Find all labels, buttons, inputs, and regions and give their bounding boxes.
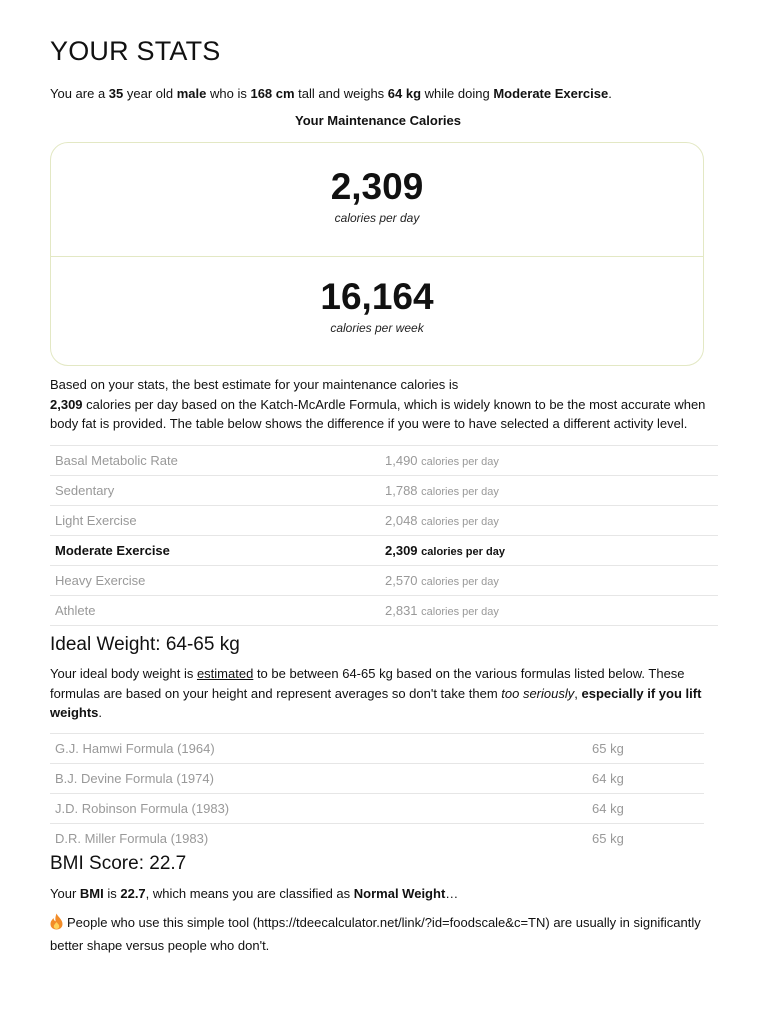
table-row	[50, 794, 704, 824]
activity-level-table	[50, 445, 718, 626]
weekly-calories-unit: calories per week	[330, 321, 424, 335]
bmi-class: Normal Weight	[353, 886, 446, 901]
table-row	[50, 506, 718, 536]
activity-name: Moderate Exercise	[50, 536, 380, 566]
page-title: YOUR STATS	[50, 36, 221, 66]
activity-name: Heavy Exercise	[50, 566, 380, 596]
age-value: 35	[108, 86, 124, 101]
maintenance-calories-card	[50, 142, 704, 366]
daily-calories-value: 2,309	[330, 166, 424, 207]
formula-weight: 64 kg	[587, 794, 704, 824]
table-row	[50, 764, 704, 794]
activity-name: Sedentary	[50, 476, 380, 506]
formula-weight: 65 kg	[587, 824, 704, 854]
bmi-heading: BMI Score: 22.7	[50, 853, 187, 874]
daily-calories-panel	[51, 143, 703, 257]
activity-calories: 1,490 calories per day	[380, 446, 718, 476]
table-row	[50, 734, 704, 764]
activity-name: Basal Metabolic Rate	[50, 446, 380, 476]
table-row-selected	[50, 536, 718, 566]
table-row	[50, 824, 704, 854]
maintenance-title: Your Maintenance Calories	[295, 113, 461, 128]
weight-value: 64 kg	[387, 86, 422, 101]
weekly-calories-panel	[51, 257, 703, 367]
stats-summary: You are a 35 year old male who is 168 cm tall and weighs 64 kg while doing Moderate Exercise.	[50, 86, 612, 101]
table-row	[50, 566, 718, 596]
sex-value: male	[176, 86, 207, 101]
flame-icon	[50, 913, 63, 936]
activity-name: Athlete	[50, 596, 380, 626]
formula-name: B.J. Devine Formula (1974)	[50, 764, 587, 794]
daily-calories-unit: calories per day	[334, 211, 420, 225]
activity-name: Light Exercise	[50, 506, 380, 536]
weekly-calories-value: 16,164	[320, 276, 434, 317]
estimate-paragraph: Based on your stats, the best estimate for your maintenance calories is 2,309 calories per day based on the Katch-McArdle Formula, which is widely known to be the most accurate when body fat is provided. The table below shows the difference if you were to have selected a different activity level.	[50, 377, 706, 431]
promo-paragraph	[50, 913, 722, 955]
activity-value: Moderate Exercise	[493, 86, 609, 101]
table-row	[50, 476, 718, 506]
formula-name: D.R. Miller Formula (1983)	[50, 824, 587, 854]
table-row	[50, 446, 718, 476]
formula-weight: 65 kg	[587, 734, 704, 764]
promo-text: People who use this simple tool (https://tdeecalculator.net/link/?id=foodscale&c=TN) are usually in significantly better shape versus people who don't.	[50, 915, 701, 953]
ideal-weight-formula-table	[50, 733, 704, 853]
height-value: 168 cm	[250, 86, 295, 101]
formula-name: G.J. Hamwi Formula (1964)	[50, 734, 587, 764]
formula-weight: 64 kg	[587, 764, 704, 794]
estimated-link[interactable]: estimated	[196, 666, 254, 681]
formula-name: J.D. Robinson Formula (1983)	[50, 794, 587, 824]
table-row	[50, 596, 718, 626]
bmi-paragraph: Your BMI is 22.7, which means you are classified as Normal Weight…	[50, 886, 459, 901]
bmi-value: 22.7	[120, 886, 146, 901]
activity-calories: 2,831 calories per day	[380, 596, 718, 626]
activity-calories: 2,570 calories per day	[380, 566, 718, 596]
activity-calories: 2,048 calories per day	[380, 506, 718, 536]
ideal-weight-paragraph: Your ideal body weight is estimated to be between 64-65 kg based on the various formulas listed below. These formulas are based on your height and represent averages so don't take them too seriously, especially if you lift weights.	[50, 666, 702, 720]
activity-calories: 1,788 calories per day	[380, 476, 718, 506]
activity-calories: 2,309 calories per day	[380, 536, 718, 566]
ideal-weight-heading: Ideal Weight: 64-65 kg	[50, 634, 240, 655]
